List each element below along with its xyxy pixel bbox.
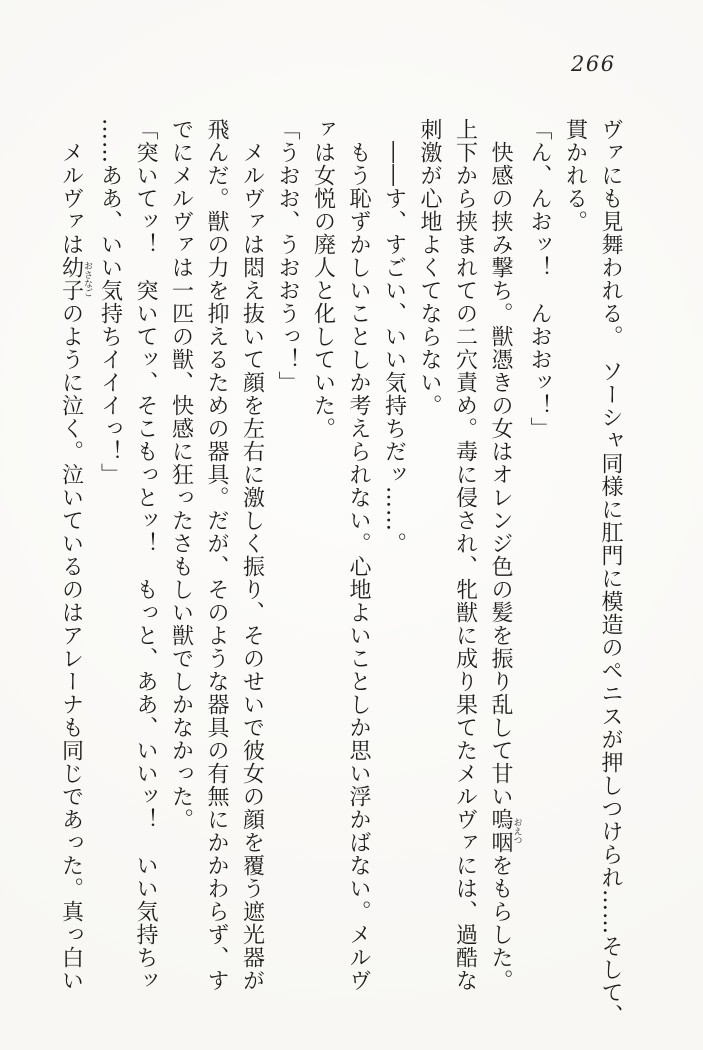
text-column: メルヴァは幼子おさなごのように泣く。泣いているのはアレーナも同じであった。真っ白い [58, 141, 92, 992]
text-column: ァは女悦の廃人と化していた。 [310, 118, 336, 440]
text-column: でにメルヴァは一匹の獣、快感に狂ったさもしい獣でしかなかった。 [168, 118, 194, 831]
text-column: ……ああ、いい気持ちイイイっ！」 [97, 118, 123, 486]
page-number: 266 [571, 52, 616, 76]
text-column: 刺激が心地よくてならない。 [417, 118, 442, 417]
text-column: 「ん、んおッ！ んおおッ！」 [527, 118, 552, 440]
text-column: 貫かれる。 [562, 118, 588, 233]
text-column: ――す、すごい、いい気持ちだッ……。 [381, 141, 407, 555]
text-column: もう恥ずかしいことしか考えられない。心地よいことしか思い浮かばない。メルヴ [346, 141, 371, 992]
text-column: 「うおお、うおおうっ！」 [275, 118, 300, 394]
furigana: 嗚咽おえつ [488, 808, 522, 854]
text-column: 快感の挟み撃ち。獣憑きの女はオレンジ色の髪を振り乱して甘い嗚咽おえつをもらした。 [488, 141, 522, 992]
text-column: 飛んだ。獣の力を抑えるための器具。だが、そのような器具の有無にかかわらず、す [204, 118, 229, 992]
text-column: ヴァにも見舞われる。 ソーシャ同様に肛門に模造のペニスが押しつけられ……そして、 [598, 118, 623, 1027]
text-column: 上下から挟まれての二穴責め。毒に侵され、牝獣に成り果てたメルヴァには、過酷な [452, 118, 478, 992]
text-column: 「突いてッ！ 突いてッ、そこもっとッ！ もっと、ああ、いいッ！ いい気持ちッ [133, 118, 158, 992]
text-block [53, 118, 628, 1050]
furigana: 幼子おさなご [58, 256, 92, 302]
text-column: メルヴァは悶え抜いて顔を左右に激しく振り、そのせいで彼女の顔を覆う遮光器が [239, 141, 265, 992]
